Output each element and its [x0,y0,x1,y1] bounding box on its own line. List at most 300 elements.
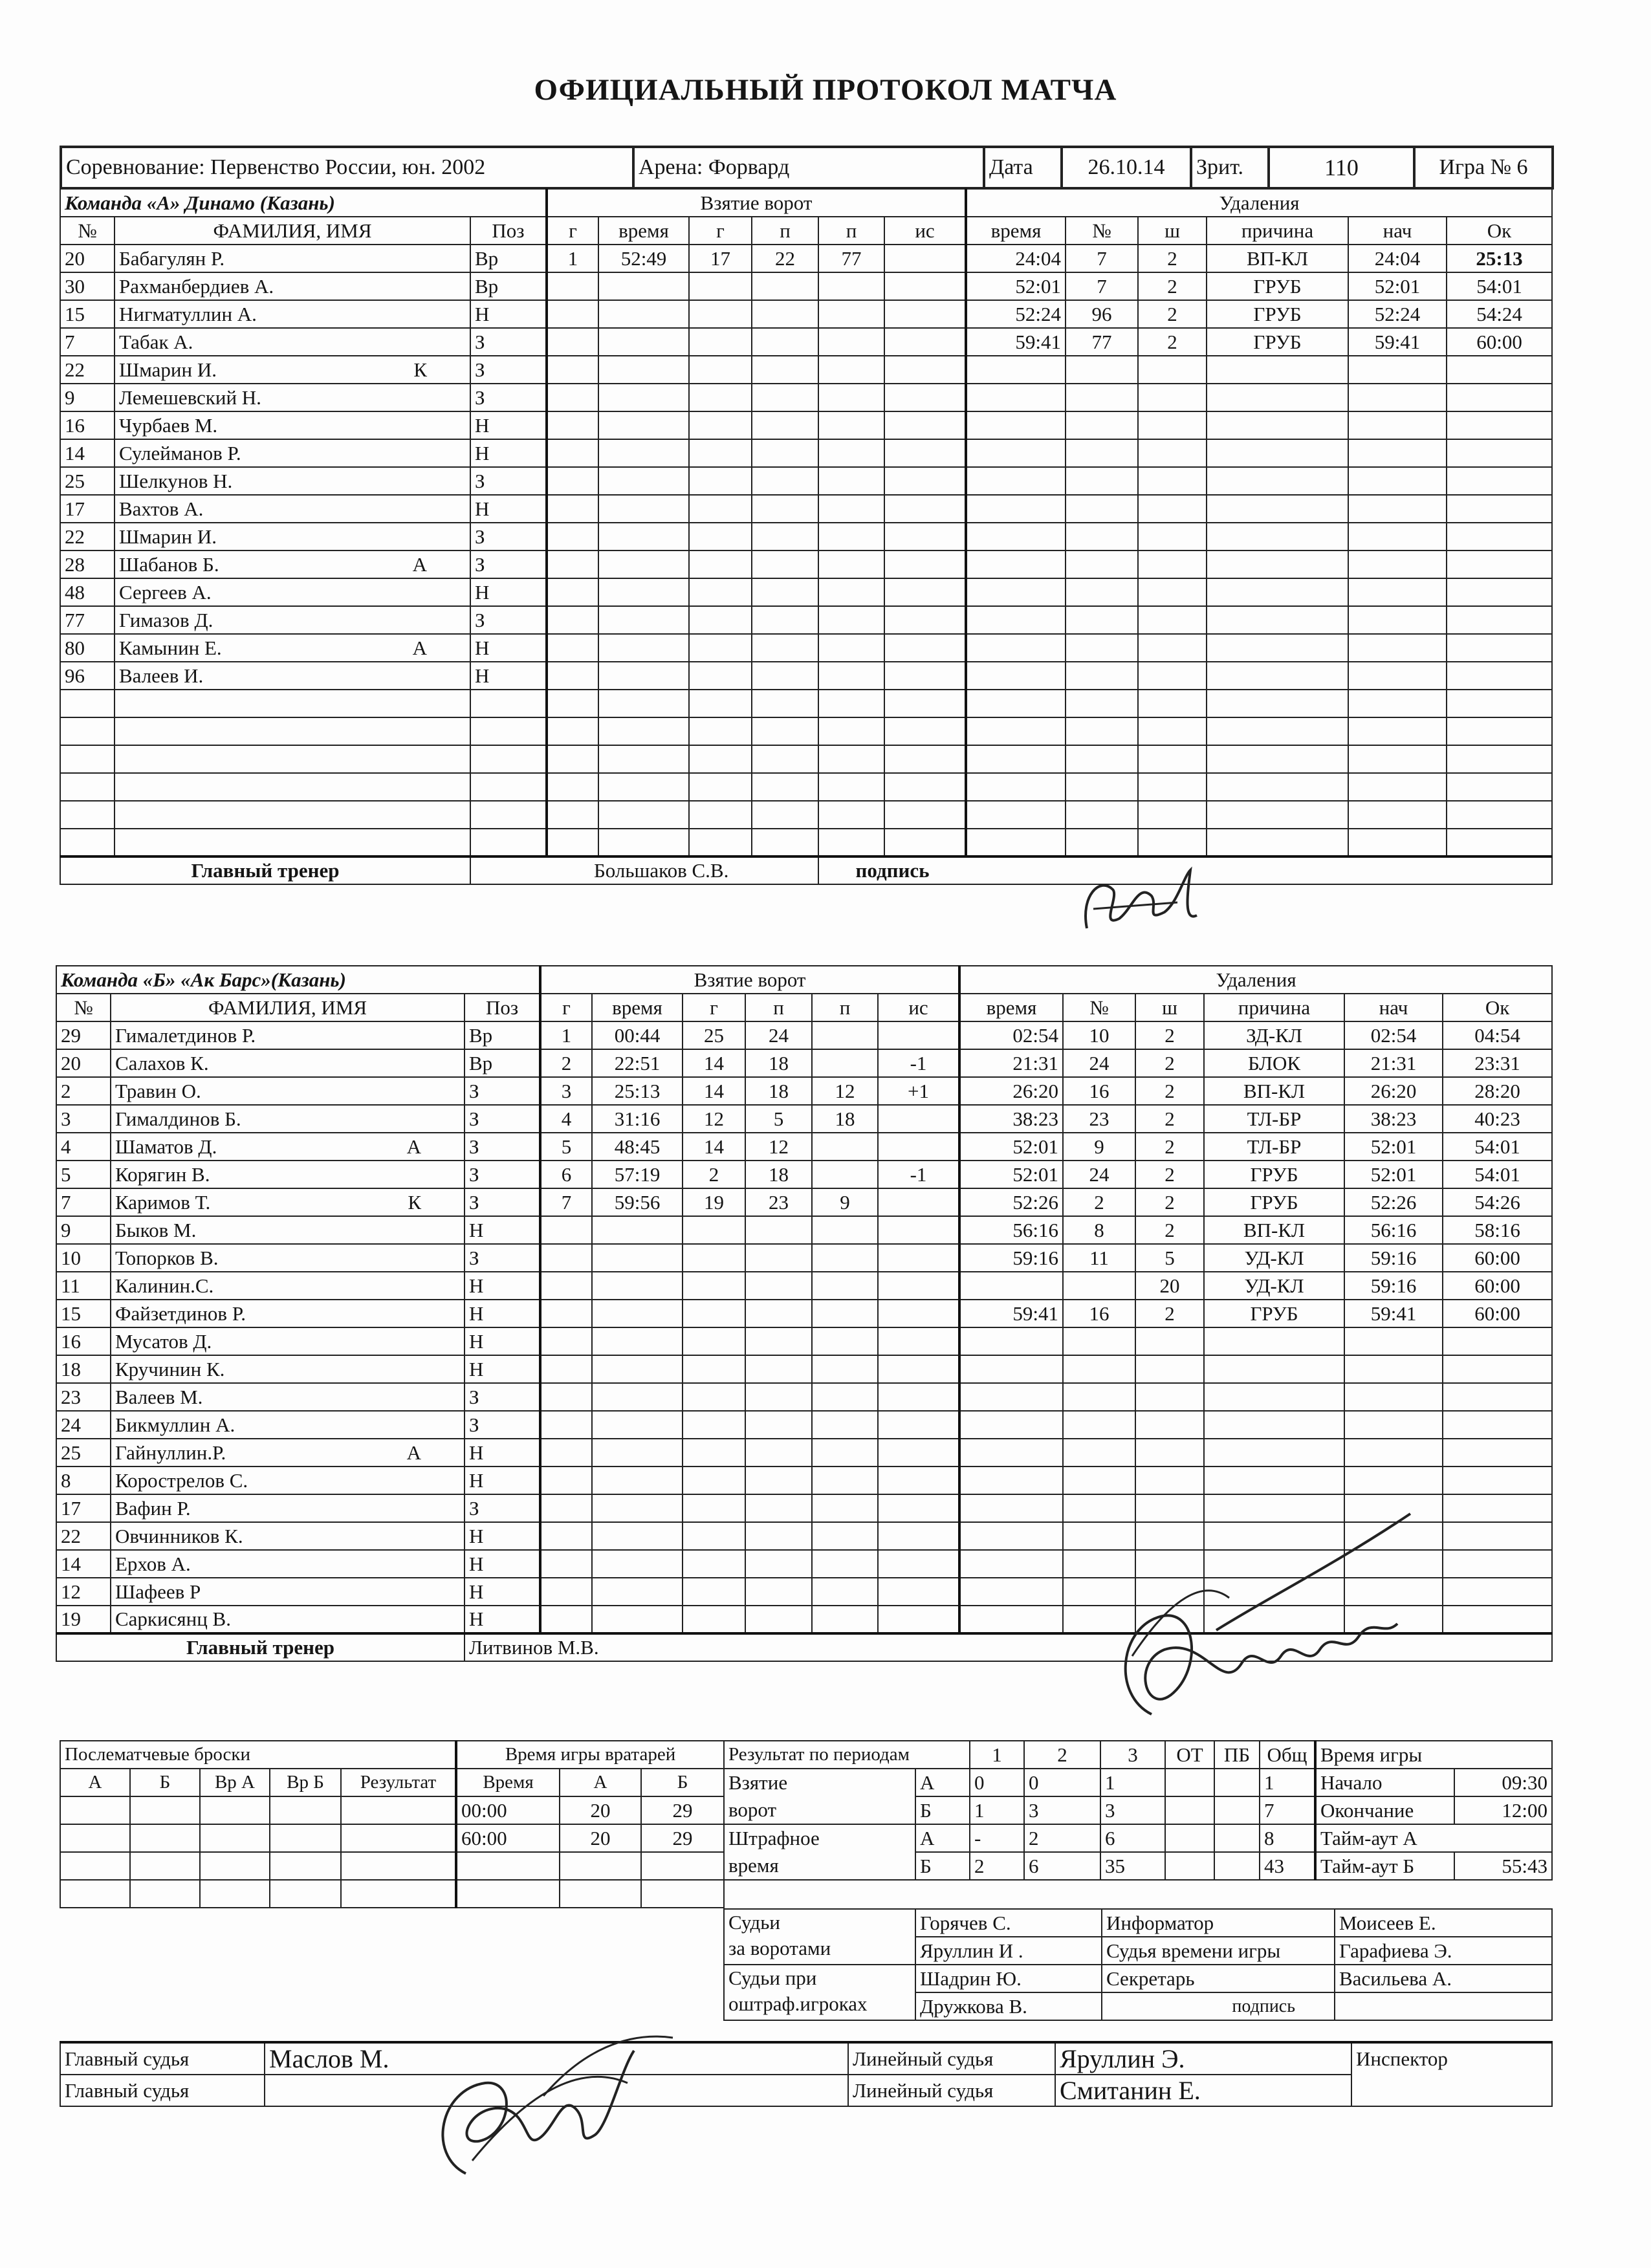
player-position [470,773,547,801]
penalty-start [1348,495,1447,523]
goal-time [592,1550,683,1578]
shootout-cell [200,1824,270,1852]
goal-number [540,1272,592,1300]
goal-assist-1 [745,1411,812,1439]
player-number [60,690,115,717]
player-position: Н [470,300,547,328]
date-value: 26.10.14 [1062,147,1191,188]
player-name [111,1494,465,1522]
penalty-end [1447,634,1552,662]
penalty-end [1447,773,1552,801]
goal-scorer [689,328,752,356]
player-position: Н [465,1467,540,1494]
team-a-coach-label: Главный тренер [60,856,470,884]
goal-time [598,523,689,551]
goal-scorer [689,801,752,829]
col-pen-end: Ок [1447,217,1552,245]
player-position: З [465,1494,540,1522]
penalty-time [959,1383,1063,1411]
player-name [111,1606,465,1633]
goal-situation [878,1216,959,1244]
table-row [60,829,1552,856]
penalty-minutes: 2 [1135,1077,1204,1105]
goal-time [592,1383,683,1411]
table-row [60,1796,724,1824]
goal-scorer [689,439,752,467]
goal-assist-1: 18 [745,1049,812,1077]
game-number: Игра № 6 [1414,147,1553,188]
penalty-player [1066,662,1138,690]
penalty-reason: ВП-КЛ [1207,245,1348,272]
player-name [111,1133,465,1161]
player-number [60,801,115,829]
player-position: З [470,328,547,356]
goal-number [540,1522,592,1550]
goal-assist-2: 18 [812,1105,878,1133]
penalty-start [1348,717,1447,745]
goals-label-2: ворот [728,1798,777,1821]
table-row [56,1216,1552,1244]
goal-situation [884,662,966,690]
goal-number [540,1244,592,1272]
penalty-minutes [1138,662,1207,690]
penalty-minutes: 2 [1135,1021,1204,1049]
player-name [115,745,470,773]
player-position: З [470,523,547,551]
protocol-title: ОФИЦИАЛЬНЫЙ ПРОТОКОЛ МАТЧА [534,73,1117,107]
period-total: Общ [1260,1741,1315,1769]
penalty-minutes [1138,801,1207,829]
penalty-minutes: 2 [1135,1188,1204,1216]
goal-assist-1 [752,634,818,662]
goal-assist-1 [752,551,818,578]
player-name-text: Топорков В. [115,1246,219,1269]
penalty-start [1348,384,1447,411]
penalty-end [1447,578,1552,606]
penalty-player [1066,634,1138,662]
goal-situation [884,634,966,662]
col-pen-number: № [1066,217,1138,245]
player-name [115,384,470,411]
table-row [56,1244,1552,1272]
penalty-player: 16 [1063,1300,1135,1327]
penalty-box-judge-1: Шадрин Ю. [915,1965,1102,1992]
player-number: 4 [56,1133,111,1161]
penalty-reason: ГРУБ [1207,328,1348,356]
penalty-reason [1207,411,1348,439]
penalty-end [1443,1578,1552,1606]
col-pen-minutes: ш [1138,217,1207,245]
penalty-start [1348,467,1447,495]
inspector-label: Инспектор [1356,2047,1448,2070]
timeout-b-value: 55:43 [1454,1852,1552,1880]
player-number: 25 [60,467,115,495]
goal-situation [884,495,966,523]
goal-scorer [683,1550,745,1578]
player-name [111,1105,465,1133]
penalty-player [1066,439,1138,467]
player-position: З [470,384,547,411]
col-goal-b: г [540,994,592,1021]
gk-time [456,1880,560,1908]
col-time: время [598,217,689,245]
goal-assist-2 [818,745,884,773]
goal-assist-2 [818,495,884,523]
goal-assist-2 [812,1522,878,1550]
pim-label-1: Штрафное [728,1827,820,1849]
penalty-start: 26:20 [1344,1077,1443,1105]
penalty-start: 52:01 [1344,1161,1443,1188]
main-referee-label-2: Главный судья [60,2075,265,2106]
penalty-time: 21:31 [959,1049,1063,1077]
goal-time [598,356,689,384]
goal-scorer: 14 [683,1133,745,1161]
penalty-minutes [1138,745,1207,773]
player-name-text: Калинин.С. [115,1274,214,1297]
penalty-player [1066,495,1138,523]
penalty-box-label-2: оштраф.игроках [728,1992,868,2015]
gk-time: 00:00 [456,1796,560,1824]
linesman-2: Смитанин Е. [1055,2075,1351,2106]
goal-time [592,1355,683,1383]
so-col-b: Б [130,1769,200,1796]
row-p2: 3 [1024,1796,1100,1824]
inspector-cell [1351,2042,1552,2106]
goal-situation [884,467,966,495]
penalty-start [1348,439,1447,467]
goal-number [540,1494,592,1522]
goal-assist-2 [818,717,884,745]
goal-situation [878,1578,959,1606]
penalty-time [966,495,1066,523]
player-name [115,495,470,523]
row-p3: 6 [1100,1824,1165,1852]
penalty-time [966,578,1066,606]
goal-situation: -1 [878,1161,959,1188]
penalty-minutes [1138,439,1207,467]
col-pen-time: время [966,217,1066,245]
goal-situation [884,551,966,578]
penalty-time [966,411,1066,439]
player-name-text: Мусатов Д. [115,1329,212,1353]
goal-number: 2 [540,1049,592,1077]
penalty-start: 38:23 [1344,1105,1443,1133]
table-row [56,1161,1552,1188]
player-number: 22 [60,523,115,551]
player-name-text: Быков М. [115,1218,197,1241]
goal-assist-1 [752,745,818,773]
goals-label-cell [724,1769,915,1824]
player-name-text: Гималетдинов Р. [115,1023,256,1047]
penalty-time [966,745,1066,773]
goal-assist-2 [812,1411,878,1439]
penalty-player [1066,551,1138,578]
player-position: Н [470,439,547,467]
penalty-player [1066,829,1138,856]
goal-assist-2 [818,439,884,467]
penalty-player [1063,1383,1135,1411]
col-pen-number-b: № [1063,994,1135,1021]
penalty-player: 7 [1066,245,1138,272]
player-position: Н [465,1327,540,1355]
penalty-reason: ВП-КЛ [1204,1216,1344,1244]
player-number: 80 [60,634,115,662]
goal-time: 00:44 [592,1021,683,1049]
goal-time [592,1494,683,1522]
team-a-sign-space [966,856,1552,884]
player-position: Н [465,1216,540,1244]
penalty-end: 60:00 [1443,1300,1552,1327]
goal-scorer [689,411,752,439]
penalty-start: 59:16 [1344,1244,1443,1272]
penalty-time [966,773,1066,801]
penalty-reason [1207,606,1348,634]
player-number: 30 [60,272,115,300]
col-assist-2-b: п [812,994,878,1021]
penalty-player: 24 [1063,1161,1135,1188]
penalty-time: 59:41 [959,1300,1063,1327]
penalty-reason [1207,523,1348,551]
penalty-time: 52:01 [959,1133,1063,1161]
player-number: 20 [56,1049,111,1077]
penalty-reason [1207,384,1348,411]
penalty-end [1447,717,1552,745]
player-name [111,1550,465,1578]
penalty-player: 77 [1066,328,1138,356]
goal-assist-1 [745,1355,812,1383]
penalty-time [966,467,1066,495]
player-name-text: Шафеев Р [115,1580,201,1603]
penalty-time: 52:26 [959,1188,1063,1216]
penalty-time: 56:16 [959,1216,1063,1244]
player-position: Н [470,411,547,439]
row-team: А [915,1769,970,1796]
penalty-time [959,1522,1063,1550]
goal-scorer: 14 [683,1049,745,1077]
goal-assist-1 [752,578,818,606]
penalty-end: 58:16 [1443,1216,1552,1244]
player-name-text: Нигматуллин А. [119,302,257,325]
player-name-text: Вахтов А. [119,497,204,520]
goal-number [547,829,598,856]
player-position: З [470,551,547,578]
penalty-time [959,1467,1063,1494]
penalty-box-label-1: Судьи при [728,1967,817,1989]
penalty-end: 04:54 [1443,1021,1552,1049]
penalty-minutes [1138,829,1207,856]
table-row [56,1133,1552,1161]
gk-time [456,1852,560,1880]
goal-time [592,1439,683,1467]
gk-a [560,1852,641,1880]
table-row [60,1852,724,1880]
goal-time [598,551,689,578]
penalty-reason [1204,1411,1344,1439]
goal-situation [878,1467,959,1494]
penalty-start [1348,634,1447,662]
row-so [1214,1824,1260,1852]
player-number: 12 [56,1578,111,1606]
player-name-text: Вафин Р. [115,1496,191,1520]
goal-time: 22:51 [592,1049,683,1077]
arena: Арена: Форвард [633,147,984,188]
game-time-label: Время игры [1315,1741,1552,1769]
goal-situation [884,829,966,856]
penalty-minutes [1135,1327,1204,1355]
player-position [470,745,547,773]
penalty-player: 7 [1066,272,1138,300]
penalty-reason [1207,578,1348,606]
penalty-end: 23:31 [1443,1049,1552,1077]
col-pen-start: нач [1348,217,1447,245]
table-row [56,1077,1552,1105]
player-name [115,245,470,272]
player-name-text: Кручинин К. [115,1357,225,1380]
penalty-player: 8 [1063,1216,1135,1244]
player-name [111,1355,465,1383]
player-position: Вр [470,245,547,272]
penalty-reason: ВП-КЛ [1204,1077,1344,1105]
penalty-time: 59:41 [966,328,1066,356]
penalty-start [1348,411,1447,439]
main-referee-label-1: Главный судья [60,2042,265,2075]
coach-b-signature [1074,1501,1436,1747]
goal-scorer [689,634,752,662]
penalty-time [959,1578,1063,1606]
row-p2: 0 [1024,1769,1100,1796]
penalty-box-label [724,1965,915,2020]
goal-scorer [683,1244,745,1272]
penalty-minutes: 2 [1135,1300,1204,1327]
player-number: 14 [60,439,115,467]
row-p1: 0 [970,1769,1024,1796]
goal-number: 3 [540,1077,592,1105]
goal-situation [884,245,966,272]
player-name [115,690,470,717]
table-row [56,1467,1552,1494]
player-number: 5 [56,1161,111,1188]
player-name [115,523,470,551]
penalty-time [966,606,1066,634]
player-name [111,1578,465,1606]
penalty-end [1447,495,1552,523]
penalty-time: 02:54 [959,1021,1063,1049]
penalty-player: 24 [1063,1049,1135,1077]
period-ot: ОТ [1165,1741,1214,1769]
penalty-minutes: 2 [1138,272,1207,300]
goal-number [540,1383,592,1411]
player-name [111,1244,465,1272]
penalty-time [966,662,1066,690]
col-pen-end-b: Ок [1443,994,1552,1021]
goal-time [598,690,689,717]
goal-number: 7 [540,1188,592,1216]
penalty-time: 52:01 [966,272,1066,300]
goal-number [547,606,598,634]
player-role: А [412,636,427,659]
player-position: Вр [465,1049,540,1077]
col-scorer: г [689,217,752,245]
player-position: Н [465,1355,540,1383]
player-name [115,578,470,606]
player-name [111,1161,465,1188]
penalty-minutes [1135,1383,1204,1411]
goal-assist-2 [812,1550,878,1578]
gk-b: 29 [641,1796,724,1824]
penalty-reason [1207,495,1348,523]
goal-number: 6 [540,1161,592,1188]
penalty-time [959,1550,1063,1578]
goal-situation [884,411,966,439]
player-number: 18 [56,1355,111,1383]
player-name [111,1049,465,1077]
penalty-end [1447,411,1552,439]
goal-scorer: 17 [689,245,752,272]
goal-time [598,662,689,690]
penalty-player: 9 [1063,1133,1135,1161]
goal-assist-2 [812,1467,878,1494]
goal-time [598,829,689,856]
goal-situation [884,439,966,467]
player-name [111,1300,465,1327]
shootout-cell [130,1880,200,1908]
shootout-cell [270,1852,341,1880]
penalty-end [1443,1467,1552,1494]
penalty-time [966,356,1066,384]
gk-time: 60:00 [456,1824,560,1852]
col-pen-time-b: время [959,994,1063,1021]
goal-scorer [683,1522,745,1550]
player-name-text: Шмарин И. [119,358,217,381]
goal-scorer [683,1300,745,1327]
shootout-cell [130,1852,200,1880]
goal-assist-1: 22 [752,245,818,272]
goal-scorer [689,300,752,328]
goal-assist-2 [812,1355,878,1383]
goal-time: 59:56 [592,1188,683,1216]
goal-assist-1 [752,690,818,717]
penalty-end: 25:13 [1447,245,1552,272]
goal-scorer [683,1355,745,1383]
goal-number [547,551,598,578]
gk-a: 20 [560,1796,641,1824]
shootout-cell [341,1824,456,1852]
goal-situation: -1 [878,1049,959,1077]
goal-number: 5 [540,1133,592,1161]
goal-situation [878,1133,959,1161]
player-name-text: Шаматов Д. [115,1135,217,1158]
table-row [60,606,1552,634]
goal-assist-1 [752,439,818,467]
so-col-a: А [60,1769,130,1796]
goal-assist-2 [818,467,884,495]
col-assist-1: п [752,217,818,245]
goal-number [547,384,598,411]
table-row [60,356,1552,384]
penalty-time [966,384,1066,411]
table-row [60,773,1552,801]
goal-judges-label-1: Судьи [728,1911,780,1934]
goal-scorer: 25 [683,1021,745,1049]
penalty-player [1063,1467,1135,1494]
col-pen-reason-b: причина [1204,994,1344,1021]
penalty-minutes [1138,411,1207,439]
player-name-text: Бабагулян Р. [119,246,225,270]
row-ot [1165,1852,1214,1880]
goal-scorer [683,1578,745,1606]
col-situation: ис [884,217,966,245]
penalty-start [1344,1411,1443,1439]
